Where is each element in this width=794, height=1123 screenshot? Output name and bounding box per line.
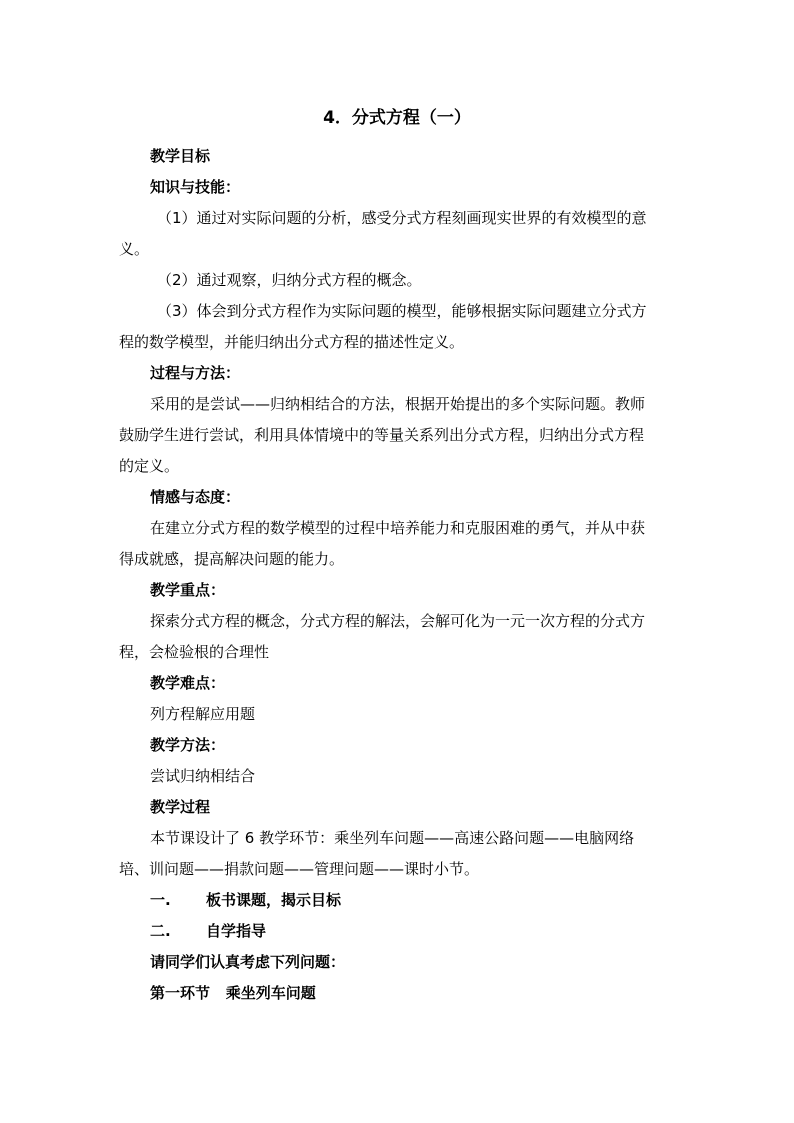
keypoint-line-1: 探索分式方程的概念，分式方程的解法，会解可化为一元一次方程的分式方 [150, 612, 646, 630]
step-1 [119, 885, 679, 916]
emotion-line-2: 得成就感，提高解决问题的能力。 [119, 550, 345, 568]
knowledge-heading: 知识与技能： [150, 178, 241, 196]
knowledge-item-3-line-2: 程的数学模型，并能归纳出分式方程的描述性定义。 [119, 333, 465, 351]
emotion-heading: 情感与态度： [150, 488, 241, 506]
section-1-label: 第一环节 [150, 984, 211, 1002]
difficulty-text: 列方程解应用题 [150, 705, 256, 723]
section-1-heading [119, 978, 679, 1009]
keypoint-line-2: 程，会检验根的合理性 [119, 643, 270, 661]
knowledge-item-2: （2）通过观察，归纳分式方程的概念。 [157, 271, 422, 289]
step-2-text: 自学指导 [206, 922, 267, 940]
process-line-1: 采用的是尝试——归纳相结合的方法，根据开始提出的多个实际问题。教师 [150, 395, 646, 413]
keypoint-heading: 教学重点： [150, 581, 226, 599]
process-line-2: 鼓励学生进行尝试，利用具体情境中的等量关系列出分式方程，归纳出分式方程 [119, 426, 645, 444]
knowledge-item-1-line-2: 义。 [119, 240, 150, 258]
procedure-heading: 教学过程 [150, 798, 211, 816]
process-heading: 过程与方法： [150, 364, 241, 382]
page-title: 4．分式方程（一） [323, 108, 471, 128]
step-1-text: 板书课题，揭示目标 [206, 891, 342, 909]
method-text: 尝试归纳相结合 [150, 767, 256, 785]
step-2 [119, 916, 679, 947]
instruction-text: 请同学们认真考虑下列问题： [150, 953, 346, 971]
step-2-number: 二. [150, 922, 171, 940]
procedure-line-2: 培、训问题——捐款问题——管理问题——课时小节。 [119, 860, 480, 878]
section-1-title: 乘坐列车问题 [225, 984, 316, 1002]
procedure-line-1: 本节课设计了 6 教学环节：乘坐列车问题——高速公路问题——电脑网络 [150, 829, 635, 847]
document-body [119, 141, 679, 1009]
knowledge-item-1-line-1: （1）通过对实际问题的分析，感受分式方程刻画现实世界的有效模型的意 [157, 209, 647, 227]
objectives-heading: 教学目标 [150, 147, 211, 165]
method-heading: 教学方法： [150, 736, 226, 754]
knowledge-item-3-line-1: （3）体会到分式方程作为实际问题的模型，能够根据实际问题建立分式方 [157, 302, 647, 320]
emotion-line-1: 在建立分式方程的数学模型的过程中培养能力和克服困难的勇气，并从中获 [150, 519, 646, 537]
step-1-number: 一. [150, 891, 171, 909]
process-line-3: 的定义。 [119, 457, 180, 475]
difficulty-heading: 教学难点： [150, 674, 226, 692]
